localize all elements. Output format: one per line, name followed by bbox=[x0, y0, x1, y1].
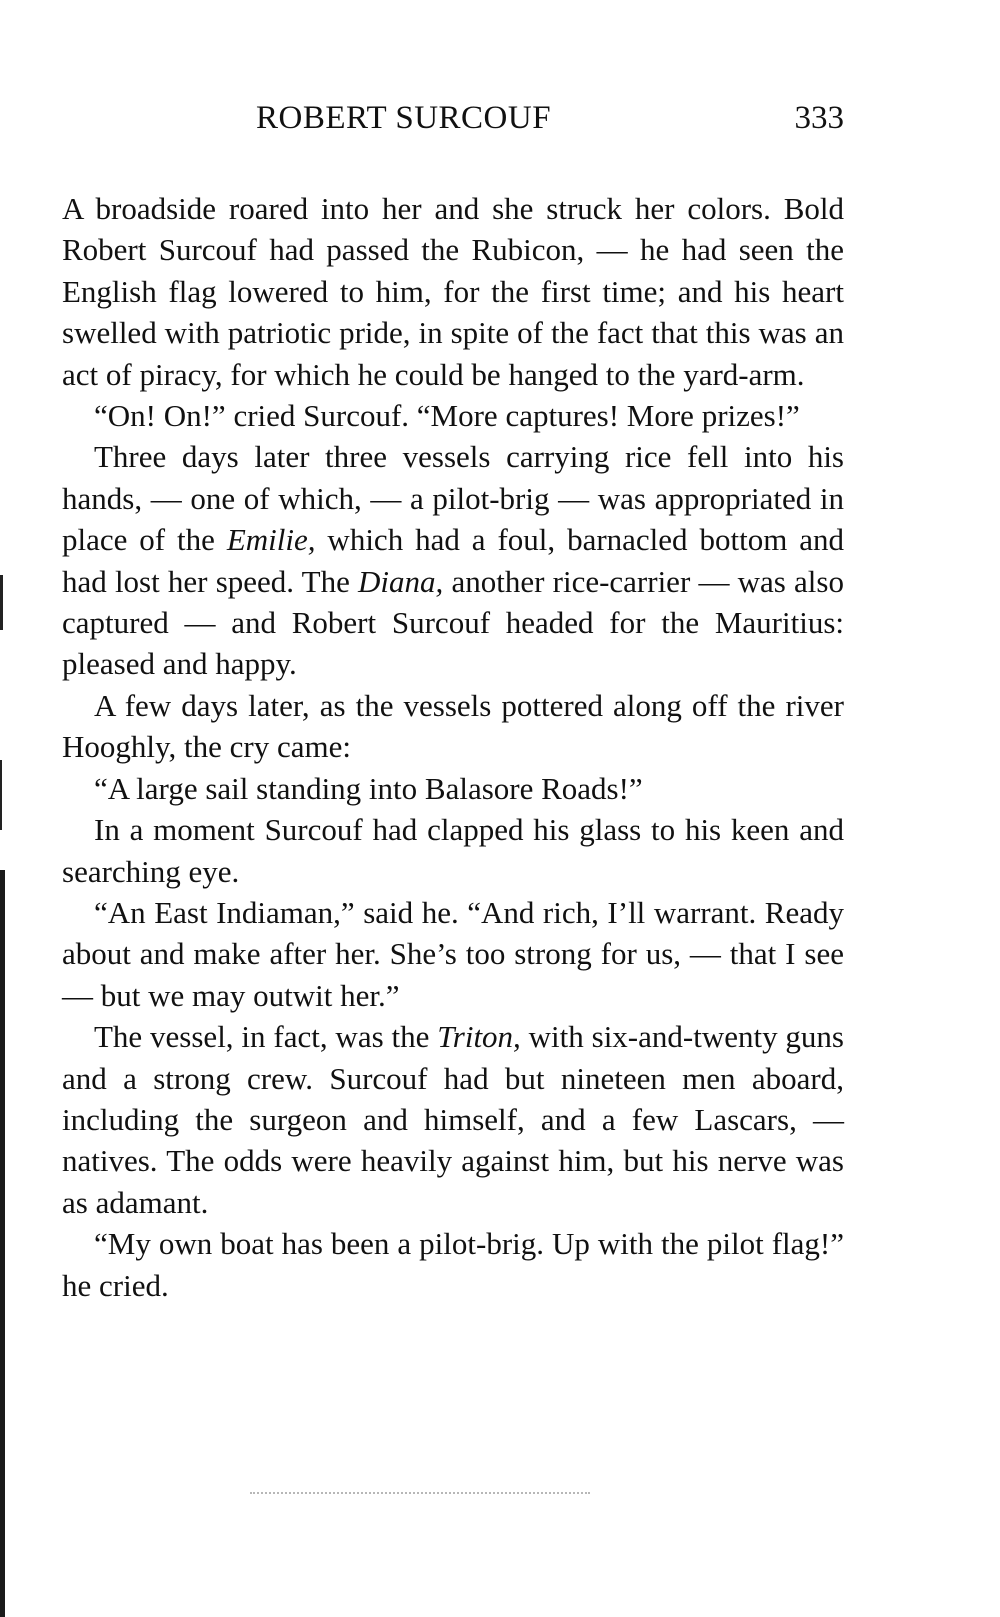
paragraph-1: A broadside roared into her and she struck her colors. Bold Robert Surcouf had passed the Rubicon, — he had seen the English flag lowered to him, for the first time; and his heart swelled with patriotic pride, in spite of the fact that this was an act of piracy, for which he could be hanged to the yard-arm. bbox=[62, 191, 844, 392]
binding-edge-mark bbox=[0, 575, 3, 630]
paragraph-8 bbox=[62, 1016, 844, 1223]
running-title: ROBERT SURCOUF bbox=[256, 100, 552, 136]
paragraph-6: In a moment Surcouf had clapped his glass to his keen and searching eye. bbox=[62, 812, 844, 889]
paragraph-9: “My own boat has been a pilot-brig. Up with the pilot flag!” he cried. bbox=[62, 1226, 844, 1303]
binding-edge-mark bbox=[0, 760, 2, 830]
ship-name-emilie: Emilie, bbox=[226, 522, 316, 558]
paragraph-8-text-b: with six-and-twenty guns and a strong crew. Surcouf had but nineteen men aboard, including the surgeon and himself, and a few Lascars, — natives. The odds were heavily against him, but his nerve was as adamant. bbox=[62, 1019, 845, 1220]
ship-name-diana: Diana, bbox=[358, 563, 444, 599]
paragraph-3 bbox=[62, 436, 844, 684]
paragraph-3-text-a: Three days later three vessels carrying rice fell into his hands, — one of which, — a pilot-brig — was appropriated in place of the bbox=[62, 439, 844, 558]
ship-name-triton: Triton, bbox=[437, 1019, 521, 1055]
paragraph-8-text-a: The vessel, in fact, was the bbox=[94, 1019, 438, 1055]
paragraph-5: “A large sail standing into Balasore Roads!” bbox=[94, 770, 643, 806]
paragraph-2: “On! On!” cried Surcouf. “More captures! More prizes!” bbox=[94, 398, 800, 434]
paragraph-3-text-b: which had a foul, barnacled bottom and had lost her speed. The bbox=[62, 522, 844, 599]
scan-dots bbox=[250, 1492, 590, 1498]
body-text bbox=[62, 188, 844, 1306]
page-header bbox=[66, 100, 844, 150]
page-number: 333 bbox=[794, 100, 844, 136]
paragraph-7: “An East Indiaman,” said he. “And rich, I’ll warrant. Ready about and make after her. She’s too strong for us, — that I see — but we may outwit her.” bbox=[62, 894, 844, 1013]
paragraph-4: A few days later, as the vessels pottered along off the river Hooghly, the cry came: bbox=[62, 687, 844, 765]
binding-edge-mark bbox=[0, 870, 5, 1617]
paragraph-3-text-c: another rice-carrier — was also captured — and Robert Surcouf headed for the Mauritius: pleased and happy. bbox=[62, 563, 844, 682]
